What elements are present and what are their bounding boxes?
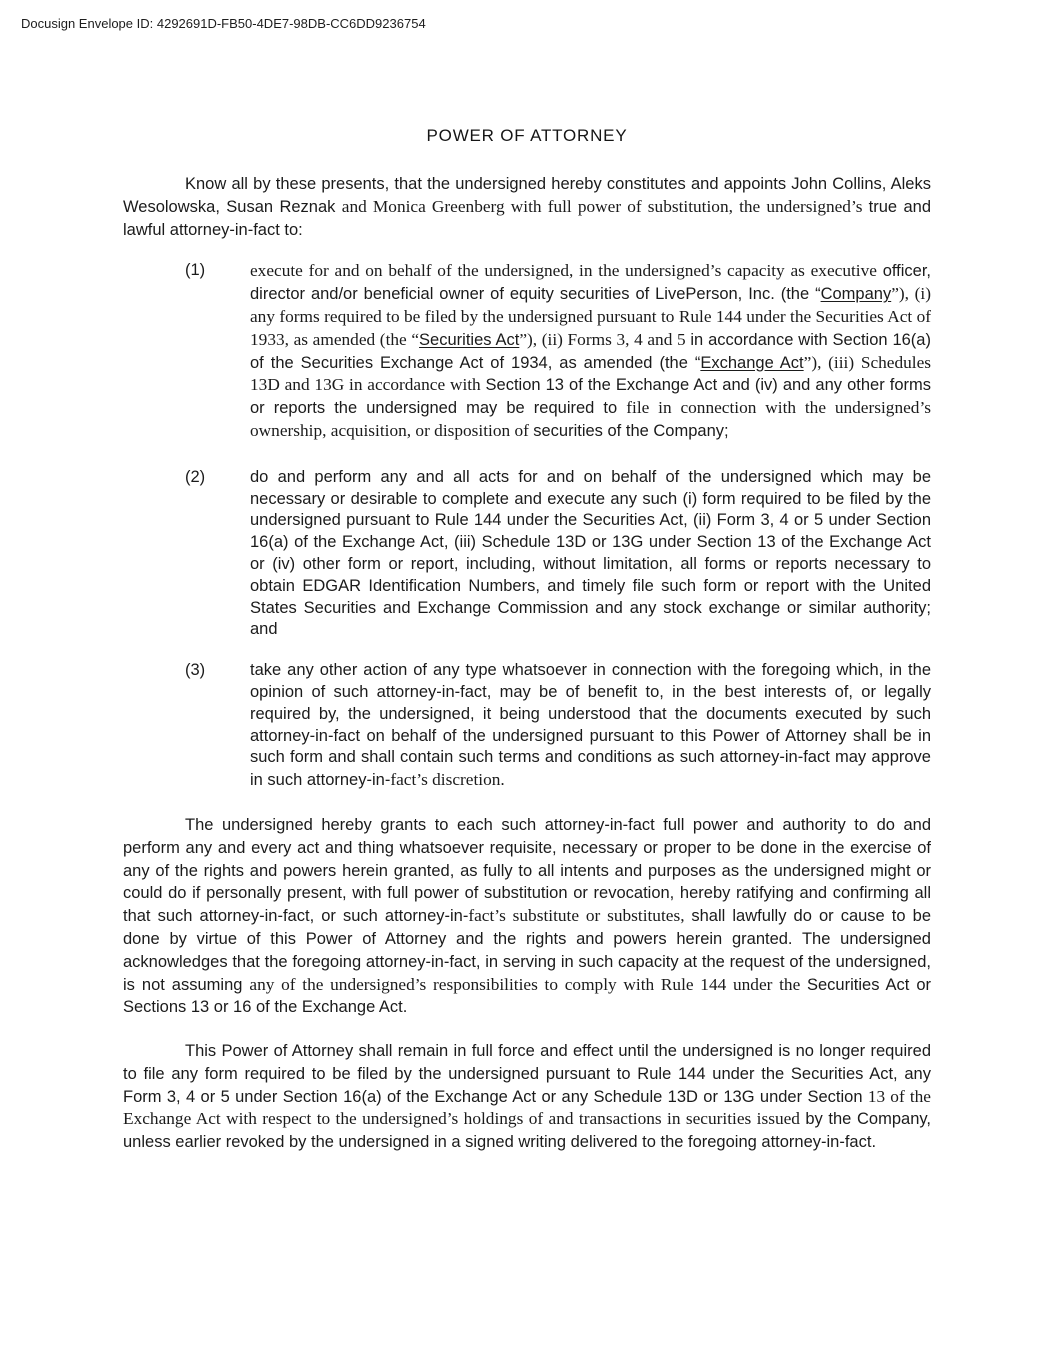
text-run: do and perform any and all acts for and on behalf of the undersigned which may be necessary or desirable to complete and execute any such (i) form required to be filed by the undersigned pursuant to Rule 144 under the Securities Act, (ii) Form 3, 4 or 5 under Section 16(a) of the Exchange Act, (iii) Schedule 13D or 13G under Section 13 of the Exchange Act or (iv) other form or report, including, without limitation, all forms or reports necessary to obtain EDGAR Identification Numbers, and timely file such form or report with the United States Securities and Exchange Commission and any stock exchange or similar authority; and xyxy=(250,467,931,639)
intro-paragraph xyxy=(123,173,931,241)
poa-item-3 xyxy=(123,660,931,792)
text-run: true and lawful attorney-in-fact to: xyxy=(123,197,932,239)
text-run: Securities Act or Sections 13 or 16 of the Exchange Act. xyxy=(123,975,931,1017)
text-run: execute for and on behalf of the undersigned, in the undersigned’s capacity as executive xyxy=(250,261,883,281)
text-run: fact’s discretion. xyxy=(390,770,505,790)
text-run: Exchange Act xyxy=(700,353,804,372)
text-run: This Power of Attorney shall remain in full force and effect until the undersigned is no longer required to file any form required to be filed by the undersigned pursuant to Rule 144 under the Securities Act, any Form 3, 4 or 5 under Section 16(a) of the Exchange Act or any Schedule 13D or 13G under Section xyxy=(123,1042,931,1106)
document-title: POWER OF ATTORNEY xyxy=(426,126,628,145)
document-content xyxy=(123,0,931,1154)
text-run: ”), (ii) Forms 3, 4 and 5 xyxy=(519,329,691,349)
text-run: any of the undersigned’s responsibilities to comply with Rule 144 under the xyxy=(249,974,807,994)
docusign-envelope-id: Docusign Envelope ID: 4292691D-FB50-4DE7-98DB-CC6DD9236754 xyxy=(21,16,426,31)
item-number-2: (2) xyxy=(185,467,206,486)
poa-item-2 xyxy=(123,467,931,641)
text-run: Section 13 of the Exchange Act and (iv) and any other forms or reports the undersigned may be required to xyxy=(250,376,931,418)
text-run: officer, director and/or beneficial owner of equity securities of LivePerson, Inc. (the “ xyxy=(250,262,931,304)
text-run: securities of the Company; xyxy=(533,421,729,440)
text-run: shall lawfully do or cause to be done by virtue of this Power of Attorney and the rights and powers herein granted. The undersigned acknowledges that the foregoing attorney-in-fact, in serving in such capacity at the request of the undersigned, is not assuming xyxy=(123,907,931,994)
text-run: and Monica Greenberg with full power of substitution, the undersigned’s xyxy=(341,196,869,216)
item-text-2 xyxy=(250,467,931,641)
item-text-1 xyxy=(250,260,931,442)
text-run: 13 of the Exchange Act with respect to the undersigned’s holdings of and transactions in securities issued xyxy=(123,1086,931,1129)
text-run: by the Company, unless earlier revoked by the undersigned in a signed writing delivered to the foregoing attorney-in-fact. xyxy=(123,1110,931,1152)
text-run: take any other action of any type whatsoever in connection with the foregoing which, in the opinion of such attorney-in-fact, may be of benefit to, in the best interests of, or legally required by, the undersigned, it being understood that the documents executed by such attorney-in-fact on behalf of the undersigned pursuant to this Power of Attorney shall be in such form and shall contain such terms and conditions as such attorney-in-fact may approve in such attorney-in- xyxy=(250,661,931,790)
duration-paragraph xyxy=(123,1040,931,1154)
text-run: fact’s substitute or substitutes, xyxy=(468,906,692,926)
item-number-1: (1) xyxy=(185,261,206,280)
poa-item-1 xyxy=(123,260,931,442)
item-number-3: (3) xyxy=(185,661,206,680)
text-run: ”), (i) any forms required to be filed by the undersigned pursuant to Rule 144 under the Securities Act of 1933, as amended (the “ xyxy=(250,284,931,349)
text-run: in accordance with Section 16(a) of the Securities Exchange Act of 1934, as amended (the “ xyxy=(250,330,931,372)
grant-of-authority-paragraph xyxy=(123,814,931,1019)
text-run: Know all by these presents, that the undersigned hereby constitutes and appoints John Collins, Aleks Wesolowska, Susan Reznak xyxy=(123,175,931,216)
text-run: ”), (iii) Schedules 13D and 13G in accordance with xyxy=(250,352,932,395)
text-run: file in connection with the undersigned’s ownership, acquisition, or disposition of xyxy=(250,398,931,440)
text-run: Company xyxy=(820,285,892,304)
item-text-3 xyxy=(250,660,931,792)
text-run: The undersigned hereby grants to each such attorney-in-fact full power and authority to do and perform any and every act and thing whatsoever requisite, necessary or proper to be done in the exercise of any of the rights and powers herein granted, as fully to all intents and purposes as the undersigned might or could do if personally present, with full power of substitution or revocation, hereby ratifying and confirming all that such attorney-in-fact, or such attorney-in- xyxy=(123,815,931,926)
text-run: Securities Act xyxy=(419,330,520,349)
